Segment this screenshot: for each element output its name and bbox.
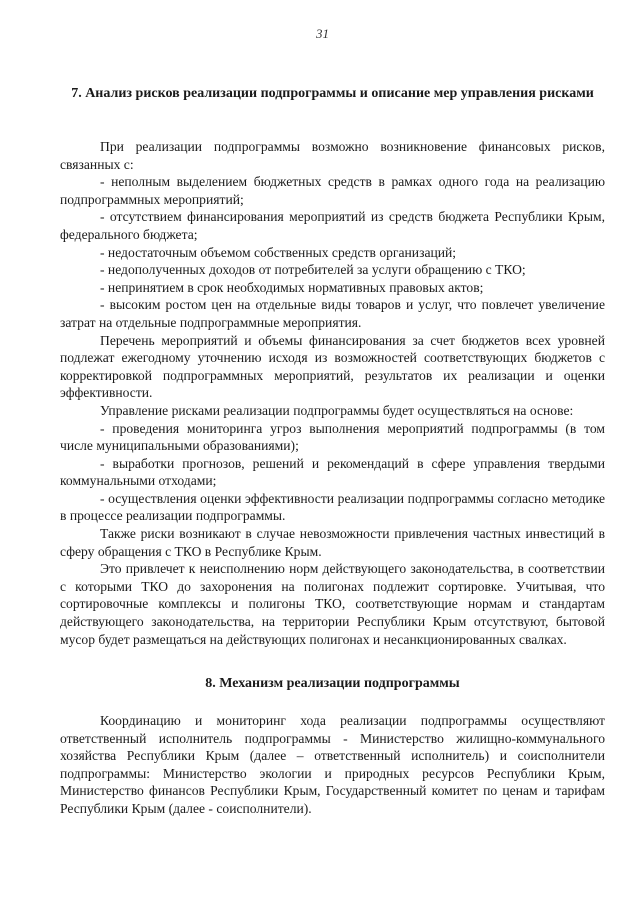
paragraph: - осуществления оценки эффективности реализации подпрограммы согласно методике в процессе реализации подпрограммы. xyxy=(60,490,605,524)
page-number: 31 xyxy=(316,26,329,41)
section-7-body xyxy=(60,138,605,648)
section-7-heading: 7. Анализ рисков реализации подпрограммы и описание мер управления рисками xyxy=(71,86,594,101)
paragraph: Также риски возникают в случае невозможности привлечения частных инвестиций в сферу обращения с ТКО в Республике Крым. xyxy=(60,526,605,559)
paragraph: При реализации подпрограммы возможно возникновение финансовых рисков, связанных с: xyxy=(60,139,605,172)
paragraph: - непринятием в срок необходимых нормативных правовых актов; xyxy=(100,279,484,295)
section-8-heading: 8. Механизм реализации подпрограммы xyxy=(205,676,460,691)
paragraph: Координацию и мониторинг хода реализации подпрограммы осуществляют ответственный исполнитель подпрограммы - Министерство жилищно-коммунального хозяйства Республики Крым (далее – ответственный исполнитель) и соисполнители подпрограммы: Министерство экологии и природных ресурсов Республики Крым, Министерство финансов Республики Крым, Государственный комитет по ценам и тарифам Республики Крым (далее - соисполнители). xyxy=(60,713,605,816)
section-8-body xyxy=(60,712,605,818)
paragraph: Перечень мероприятий и объемы финансирования за счет бюджетов всех уровней подлежат ежегодному уточнению исходя из возможностей соответствующих бюджетов с корректировкой подпрограммных мероприятий, результатов их реализации и оценки эффективности. xyxy=(60,332,605,401)
paragraph: - недостаточным объемом собственных средств организаций; xyxy=(100,244,457,260)
paragraph: - проведения мониторинга угроз выполнения мероприятий подпрограммы (в том числе муниципальными образованиями); xyxy=(60,420,605,454)
paragraph: - выработки прогнозов, решений и рекомендаций в сфере управления твердыми коммунальными отходами; xyxy=(60,455,605,489)
paragraph: - неполным выделением бюджетных средств в рамках одного года на реализацию подпрограммных мероприятий; xyxy=(60,174,605,207)
paragraph: - высоким ростом цен на отдельные виды товаров и услуг, что повлечет увеличение затрат на отдельные подпрограммные мероприятия. xyxy=(60,297,605,330)
paragraph: Это привлечет к неисполнению норм действующего законодательства, в соответствии с которыми ТКО до захоронения на полигонах подлежит сортировке. Учитывая, что сортировочные комплексы и полигоны ТКО, соответствующие нормам и стандартам действующего законодательства, на территории Республики Крым отсутствуют, бытовой мусор будет размещаться на действующих полигонах и несанкционированных свалках. xyxy=(60,561,605,647)
paragraph: - отсутствием финансирования мероприятий из средств бюджета Республики Крым, федерального бюджета; xyxy=(60,209,605,242)
paragraph: Управление рисками реализации подпрограммы будет осуществляться на основе: xyxy=(100,402,574,418)
paragraph: - недополученных доходов от потребителей за услуги обращению с ТКО; xyxy=(100,262,526,278)
